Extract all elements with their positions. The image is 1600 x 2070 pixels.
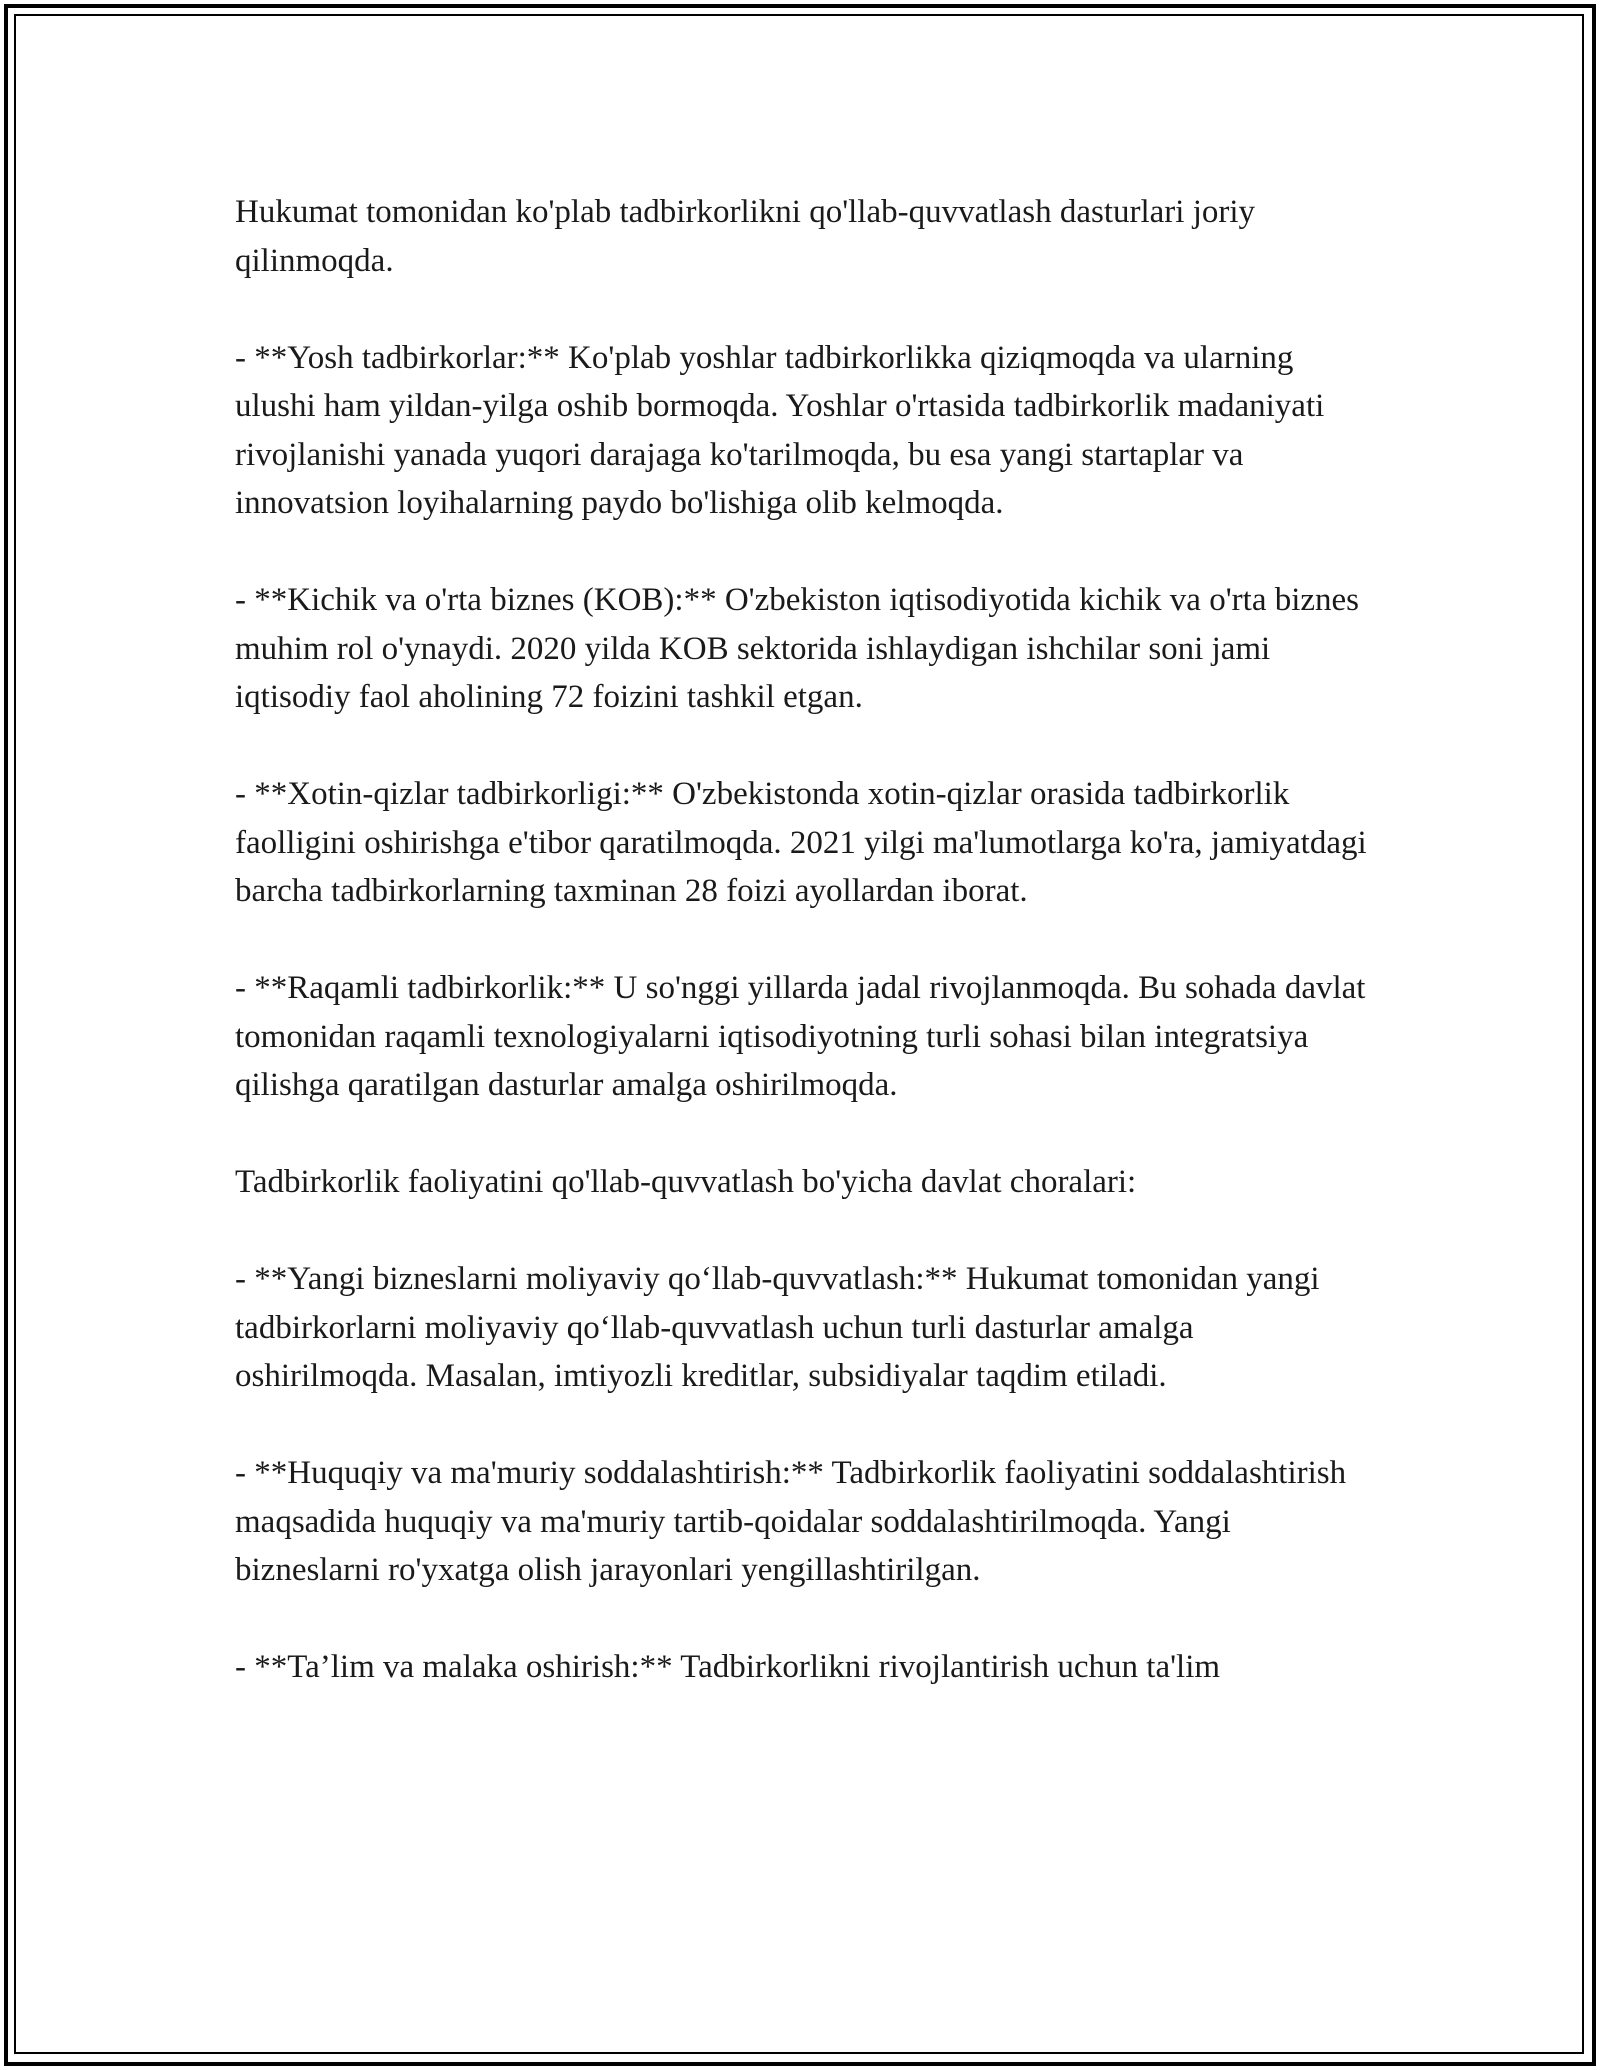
paragraph-small-medium-business: - **Kichik va o'rta biznes (KOB):** O'zbekiston iqtisodiyotida kichik va o'rta biznes muhim rol o'ynaydi. 2020 yilda KOB sektorida ishlaydigan ishchilar soni jami iqtisodiy faol aholining 72 foizini tashkil etgan. <box>235 582 1360 715</box>
paragraph-digital-entrepreneurship: - **Raqamli tadbirkorlik:** U so'nggi yillarda jadal rivojlanmoqda. Bu sohada davlat tomonidan raqamli texnologiyalarni iqtisodiyotning turli sohasi bilan integratsiya qilishga qaratilgan dasturlar amalga oshirilmoqda. <box>235 970 1366 1103</box>
paragraph-women-entrepreneurship: - **Xotin-qizlar tadbirkorligi:** O'zbekistonda xotin-qizlar orasida tadbirkorlik faolligini oshirishga e'tibor qaratilmoqda. 2021 yilgi ma'lumotlarga ko'ra, jamiyatdagi barcha tadbirkorlarning taxminan 28 foizi ayollardan iborat. <box>235 776 1367 909</box>
paragraph-financial-support: - **Yangi bizneslarni moliyaviy qo‘llab-quvvatlash:** Hukumat tomonidan yangi tadbirkorlarni moliyaviy qo‘llab-quvvatlash uchun turli dasturlar amalga oshirilmoqda. Masalan, imtiyozli kreditlar, subsidiyalar taqdim etiladi. <box>235 1261 1320 1394</box>
paragraph-state-measures-heading: Tadbirkorlik faoliyatini qo'llab-quvvatlash bo'yicha davlat choralari: <box>235 1164 1137 1200</box>
paragraph-education-training: - **Ta’lim va malaka oshirish:** Tadbirkorlikni rivojlantirish uchun ta'lim <box>235 1649 1221 1685</box>
document-body <box>235 188 1375 1740</box>
paragraph-legal-simplification: - **Huquqiy va ma'muriy soddalashtirish:** Tadbirkorlik faoliyatini soddalashtirish maqsadida huquqiy va ma'muriy tartib-qoidalar soddalashtirilmoqda. Yangi bizneslarni ro'yxatga olish jarayonlari yengillashtirilgan. <box>235 1455 1347 1588</box>
paragraph-young-entrepreneurs: - **Yosh tadbirkorlar:** Ko'plab yoshlar tadbirkorlikka qiziqmoqda va ularning ulushi ham yildan-yilga oshib bormoqda. Yoshlar o'rtasida tadbirkorlik madaniyati rivojlanishi yanada yuqori darajaga ko'tarilmoqda, bu esa yangi startaplar va innovatsion loyihalarning paydo bo'lishiga olib kelmoqda. <box>235 339 1325 521</box>
paragraph-intro: Hukumat tomonidan ko'plab tadbirkorlikni qo'llab-quvvatlash dasturlari joriy qilinmoqda. <box>235 194 1256 279</box>
